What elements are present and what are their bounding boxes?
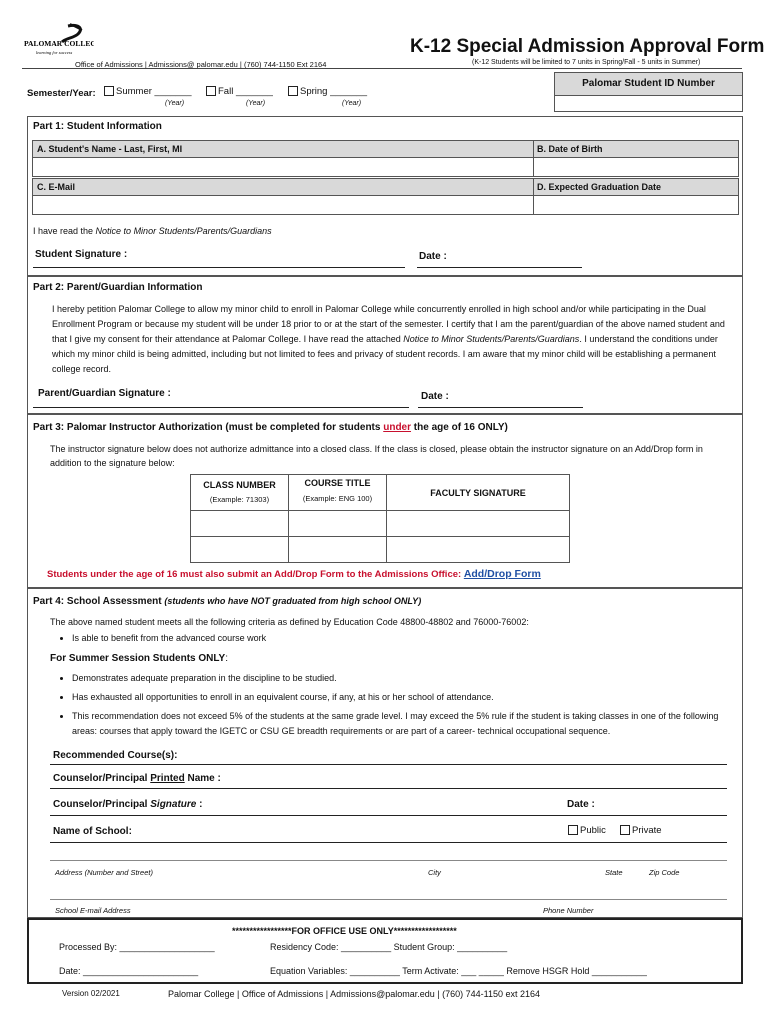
summer-label: Summer	[116, 86, 152, 97]
part1-title: Part 1: Student Information	[33, 121, 162, 132]
office-date-field[interactable]: Date: _______________________	[59, 966, 199, 976]
criteria-item: • Is able to benefit from the advanced course work	[72, 633, 266, 643]
criteria-list	[58, 633, 266, 643]
course-title-cell[interactable]	[289, 537, 387, 563]
school-email-label: School E-mail Address	[55, 906, 131, 915]
state-label: State	[605, 868, 623, 877]
part2-title: Part 2: Parent/Guardian Information	[33, 282, 203, 293]
spring-label: Spring	[300, 86, 328, 97]
parent-signature-label: Parent/Guardian Signature :	[38, 388, 171, 399]
dob-label: B. Date of Birth	[533, 140, 739, 158]
private-option[interactable]	[620, 825, 662, 836]
public-label: Public	[580, 825, 606, 836]
footer-contact: Palomar College | Office of Admissions | Admissions@palomar.edu | (760) 744-1150 ext 2164	[168, 989, 541, 999]
fall-checkbox[interactable]	[206, 86, 216, 96]
email-label: C. E-Mail	[32, 178, 534, 196]
processed-by-field[interactable]: Processed By: ___________________	[59, 942, 215, 952]
counselor-signature-label	[53, 799, 202, 810]
student-id-field[interactable]	[555, 96, 742, 112]
class-number-cell[interactable]	[191, 537, 289, 563]
office-contact-line: Office of Admissions | Admissions@ palomar.edu | (760) 744-1150 Ext 2164	[75, 60, 327, 69]
student-name-label: A. Student's Name - Last, First, MI	[32, 140, 534, 158]
part3-title-post: the age of 16 ONLY)	[411, 422, 508, 433]
add-drop-form-link[interactable]: Add/Drop Form	[463, 568, 541, 580]
logo-tagline: learning for success	[36, 50, 73, 55]
email-field[interactable]	[32, 195, 534, 215]
palomar-logo	[22, 22, 94, 62]
phone-label: Phone Number	[543, 906, 594, 915]
parent-signature-line[interactable]	[33, 407, 409, 408]
summer-criteria-item: • Has exhausted all opportunities to enroll in an equivalent course, if any, at his or her school of attendance.	[72, 690, 744, 705]
class-number-title: CLASS NUMBER	[203, 480, 276, 490]
header-rule	[22, 68, 742, 69]
counselor-sig-post: :	[196, 799, 203, 810]
semester-fall[interactable]: Fall _______	[206, 86, 273, 97]
student-id-label: Palomar Student ID Number	[555, 73, 742, 96]
summer-heading-text: For Summer Session Students ONLY	[50, 653, 226, 664]
notice-pre: I have read the	[33, 226, 96, 236]
fall-label: Fall	[218, 86, 234, 97]
add-drop-note	[47, 568, 541, 580]
form-subtitle: (K-12 Students will be limited to 7 units in Spring/Fall - 5 units in Summer)	[472, 59, 701, 66]
part4-intro: The above named student meets all the following criteria as defined by Education Code 48800-48802 and 76000-76002:	[50, 617, 529, 627]
city-label: City	[428, 868, 441, 877]
student-signature-line[interactable]	[33, 267, 405, 268]
public-option[interactable]	[568, 825, 606, 836]
summer-year-hint: (Year)	[165, 100, 185, 107]
counselor-date-label: Date :	[567, 799, 595, 810]
dob-field[interactable]	[533, 157, 739, 177]
part3-title-under: under	[383, 422, 412, 433]
counselor-printed-name-line[interactable]	[50, 788, 727, 789]
address-label: Address (Number and Street)	[55, 868, 153, 877]
parent-date-label: Date :	[421, 391, 449, 402]
semester-spring[interactable]: Spring _______	[288, 86, 367, 97]
counselor-printed-post: Name :	[184, 773, 221, 784]
counselor-sig-i: Signature	[150, 799, 197, 810]
part2-text-2: . I understand the conditions under which my minor child is being admitted, including but not limited to fees and privacy of student records. I am aware that my minor child will be establishing a permanent college record.	[52, 334, 718, 374]
faculty-signature-header: FACULTY SIGNATURE	[387, 475, 570, 511]
class-number-header	[191, 475, 289, 511]
summer-criteria-item: • This recommendation does not exceed 5% of the students at the same grade level. I may exceed the 5% rule if the student is taking classes in one of the following areas: courses that apply toward the IGETC or CSU GE breadth requirements or are part of a career- technical occupational sequence.	[72, 709, 744, 739]
summer-criteria-item: • Demonstrates adequate preparation in the discipline to be studied.	[72, 671, 744, 686]
spring-checkbox[interactable]	[288, 86, 298, 96]
student-name-field[interactable]	[32, 157, 534, 177]
course-title-example: (Example: ENG 100)	[302, 494, 373, 503]
part4-title	[33, 596, 421, 607]
summer-criteria-list	[58, 671, 744, 739]
summer-heading	[50, 653, 228, 664]
logo-text: PALOMAR COLLEGE	[24, 39, 94, 48]
counselor-printed-name-label	[53, 773, 221, 784]
counselor-signature-line[interactable]	[50, 815, 727, 816]
student-id-box	[554, 72, 743, 112]
add-drop-note-text: Students under the age of 16 must also submit an Add/Drop Form to the Admissions Office:	[47, 569, 464, 580]
address-line[interactable]	[50, 860, 727, 861]
residency-student-group-fields[interactable]: Residency Code: __________ Student Group: __________	[270, 942, 508, 952]
fall-year-hint: (Year)	[246, 100, 266, 107]
version-label: Version 02/2021	[62, 989, 120, 998]
part4-title-italic: (students who have NOT graduated from high school ONLY)	[164, 596, 422, 606]
counselor-printed-u: Printed	[150, 773, 185, 784]
semester-label: Semester/Year:	[27, 88, 96, 99]
class-number-cell[interactable]	[191, 511, 289, 537]
private-label: Private	[632, 825, 662, 836]
part2-consent-text	[52, 302, 737, 377]
counselor-printed-pre: Counselor/Principal	[53, 773, 151, 784]
summer-heading-colon: :	[225, 653, 229, 664]
notice-line	[33, 226, 272, 236]
summer-checkbox[interactable]	[104, 86, 114, 96]
grad-date-label: D. Expected Graduation Date	[533, 178, 739, 196]
semester-summer[interactable]: Summer _______	[104, 86, 192, 97]
part3-instruction-text: The instructor signature below does not authorize admittance into a closed class. If the class is closed, please obtain the instructor signature on an Add/Drop form in addition to the signature below:	[50, 444, 703, 468]
recommended-courses-line[interactable]	[50, 764, 727, 765]
parent-date-line[interactable]	[418, 407, 583, 408]
grad-date-field[interactable]	[533, 195, 739, 215]
part4-title-text: Part 4: School Assessment	[33, 596, 165, 607]
course-title-cell[interactable]	[289, 511, 387, 537]
school-email-line[interactable]	[50, 899, 727, 900]
recommended-courses-label: Recommended Course(s):	[53, 750, 178, 761]
public-checkbox[interactable]	[568, 825, 578, 835]
private-checkbox[interactable]	[620, 825, 630, 835]
student-date-label: Date :	[419, 251, 447, 262]
class-table	[190, 474, 570, 563]
form-title: K-12 Special Admission Approval Form	[410, 36, 765, 57]
faculty-signature-cell[interactable]	[387, 511, 570, 537]
student-signature-label: Student Signature :	[35, 249, 128, 260]
part2-text-italic: Notice to Minor Students/Parents/Guardians	[403, 334, 580, 344]
zip-label: Zip Code	[649, 868, 680, 877]
class-number-example: (Example: 71303)	[209, 495, 270, 504]
school-name-label: Name of School:	[53, 826, 132, 837]
faculty-signature-cell[interactable]	[387, 537, 570, 563]
course-title-title: COURSE TITLE	[304, 478, 371, 488]
spring-year-hint: (Year)	[342, 100, 362, 107]
equation-term-hsgr-fields[interactable]: Equation Variables: __________ Term Activate: ___ _____ Remove HSGR Hold ___________	[270, 966, 647, 976]
school-name-line[interactable]	[50, 842, 727, 843]
part3-title-pre: Part 3: Palomar Instructor Authorization (must be completed for students	[33, 422, 384, 433]
part3-title	[33, 422, 508, 433]
office-use-title: *****************FOR OFFICE USE ONLY******************	[232, 926, 457, 936]
counselor-sig-pre: Counselor/Principal	[53, 799, 151, 810]
student-date-line[interactable]	[417, 267, 582, 268]
course-title-header	[289, 475, 387, 511]
part2-text-1: I hereby petition Palomar College to allow my minor child to enroll in Palomar College while concurrently enrolled in high school and/or while participating in the Dual Enrollment Program or because my student will be under 18 prior to or at the start of the semester. I certify that I am the parent/guardian of the above named student and that I give my consent for their attendance at Palomar College. I have read the attached	[52, 304, 725, 344]
notice-link-text: Notice to Minor Students/Parents/Guardians	[95, 226, 272, 236]
